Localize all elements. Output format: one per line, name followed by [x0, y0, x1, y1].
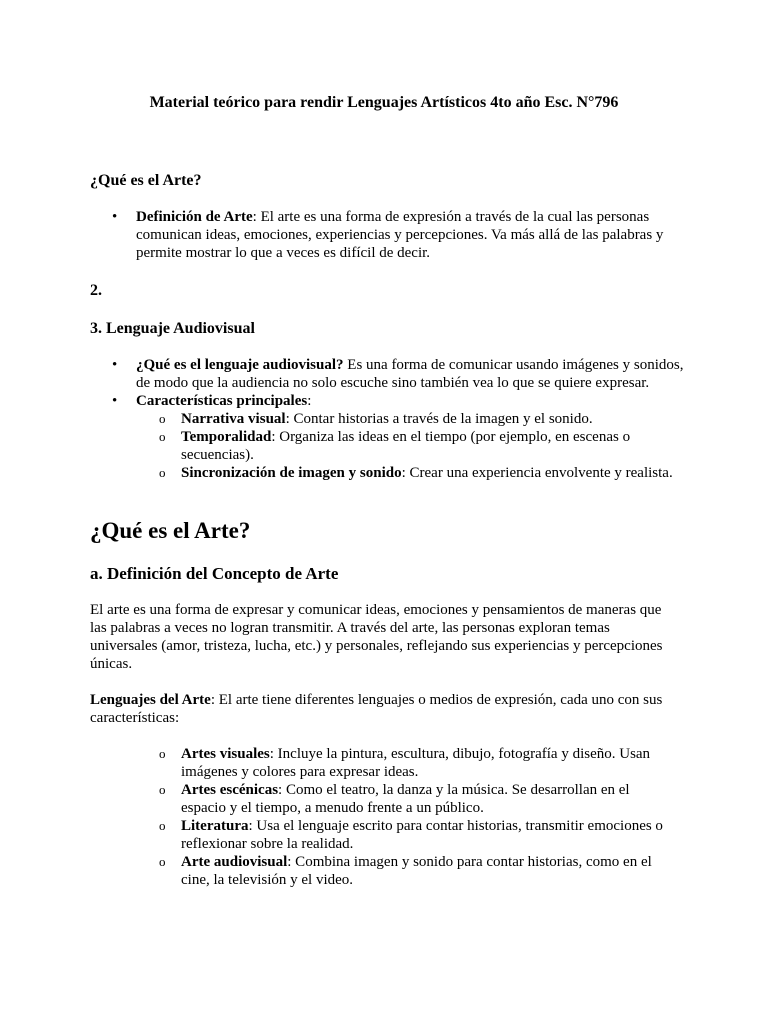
sub-list-item	[90, 817, 670, 853]
sub-list-item	[90, 745, 670, 781]
item-text: : Crear una experiencia envolvente y realista.	[401, 465, 673, 481]
subheading-definicion: a. Definición del Concepto de Arte	[90, 564, 339, 583]
item-text: : El arte es una forma de expresión a través de la cual las personas comunican ideas, emociones, experiencias y percepciones. Va más allá de las palabras y permite mostrar lo que a veces es difícil de decir.	[136, 209, 664, 261]
item-term: Artes escénicas	[181, 782, 279, 798]
item-text: : Usa el lenguaje escrito para contar historias, transmitir emociones o reflexionar sobre la realidad.	[181, 818, 663, 852]
item-text: :	[307, 393, 312, 409]
list-item	[90, 356, 690, 392]
item-text: : Organiza las ideas en el tiempo (por ejemplo, en escenas o secuencias).	[181, 429, 631, 463]
section-heading-que-es-el-arte: ¿Qué es el Arte?	[90, 172, 202, 189]
item-text: : Como el teatro, la danza y la música. Se desarrollan en el espacio y el tiempo, a menudo frente a un público.	[181, 782, 630, 816]
item-term: Literatura	[181, 818, 249, 834]
section-heading-lenguaje-audiovisual: 3. Lenguaje Audiovisual	[90, 320, 255, 337]
languages-term: Lenguajes del Arte	[90, 692, 211, 708]
item-term: Temporalidad	[181, 429, 272, 445]
languages-paragraph	[90, 691, 678, 727]
sub-list-item	[90, 428, 690, 464]
item-term: Narrativa visual	[181, 411, 286, 427]
list-item	[90, 392, 690, 410]
item-term: ¿Qué es el lenguaje audiovisual?	[136, 357, 344, 373]
sub-list-item	[90, 464, 690, 482]
item-term: Arte audiovisual	[181, 854, 288, 870]
item-text: : Incluye la pintura, escultura, dibujo, fotografía y diseño. Usan imágenes y colores para expresar ideas.	[181, 746, 651, 780]
sub-list-item	[90, 781, 670, 817]
sub-list-item	[90, 853, 670, 889]
languages-text: : El arte tiene diferentes lenguajes o medios de expresión, cada uno con sus características:	[90, 692, 663, 726]
item-term: Artes visuales	[181, 746, 270, 762]
section1-list	[90, 208, 690, 262]
languages-list	[90, 745, 670, 889]
section3-list	[90, 356, 690, 482]
definition-paragraph: El arte es una forma de expresar y comunicar ideas, emociones y pensamientos de maneras que las palabras a veces no logran transmitir. A través del arte, las personas exploran temas universales (amor, tristeza, lucha, etc.) y personales, reflejando sus experiencias y percepciones únicas.	[90, 602, 663, 672]
item-term: Sincronización de imagen y sonido	[181, 465, 402, 481]
list-item	[90, 208, 690, 262]
item-term: Características principales	[136, 393, 308, 409]
document-title: Material teórico para rendir Lenguajes Artísticos 4to año Esc. N°796	[149, 94, 619, 111]
item-text: : Combina imagen y sonido para contar historias, como en el cine, la televisión y el video.	[181, 854, 652, 888]
item-text: : Contar historias a través de la imagen y el sonido.	[285, 411, 593, 427]
section-heading-2: 2.	[90, 282, 102, 299]
sub-list-item	[90, 410, 690, 428]
item-term: Definición de Arte	[136, 209, 253, 225]
big-heading-que-es-el-arte: ¿Qué es el Arte?	[90, 518, 251, 543]
item-text: Es una forma de comunicar usando imágenes y sonidos, de modo que la audiencia no solo escuche sino también vea lo que se quiere expresar.	[136, 357, 684, 391]
